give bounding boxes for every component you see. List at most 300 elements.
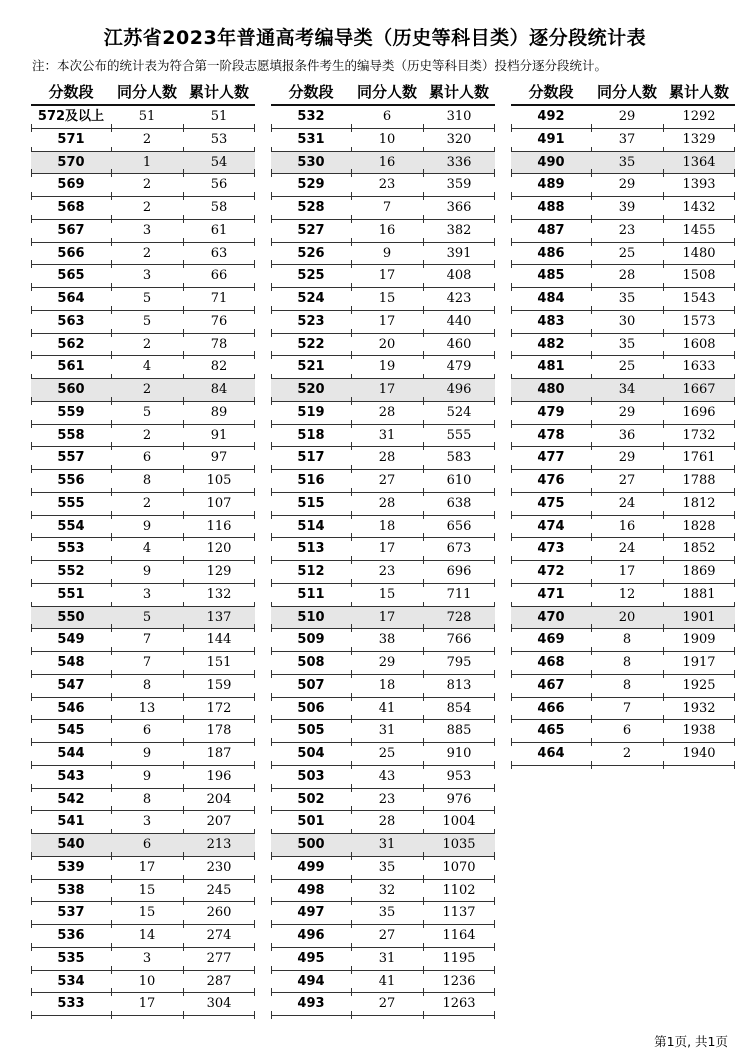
table-row	[31, 993, 255, 1016]
count-cell: 16	[378, 154, 396, 170]
score-cell: 508	[297, 655, 325, 670]
table-row	[511, 425, 735, 448]
count-cell: 29	[618, 177, 636, 193]
table-row	[511, 152, 735, 175]
score-cell: 492	[537, 109, 565, 124]
table-row	[271, 516, 495, 539]
total-cell: 656	[446, 518, 472, 534]
score-cell: 540	[57, 837, 85, 852]
count-cell: 25	[378, 746, 396, 761]
table-row	[511, 538, 735, 561]
count-cell: 2	[142, 245, 152, 261]
score-cell: 537	[57, 905, 85, 921]
row-tick	[111, 1011, 112, 1019]
total-cell: 766	[446, 632, 472, 648]
total-cell: 408	[446, 268, 472, 284]
row-tick	[511, 761, 512, 769]
count-cell: 3	[142, 222, 152, 238]
total-cell: 137	[206, 609, 232, 625]
count-cell: 9	[142, 564, 152, 579]
total-cell: 976	[446, 791, 472, 807]
count-cell: 17	[618, 564, 636, 579]
count-cell: 6	[142, 450, 152, 466]
count-cell: 30	[618, 313, 636, 329]
total-cell: 1869	[682, 564, 716, 579]
total-cell: 91	[210, 427, 228, 443]
total-cell: 58	[210, 200, 228, 215]
score-cell: 485	[537, 268, 565, 284]
score-cell: 465	[537, 723, 565, 739]
score-cell: 469	[537, 632, 565, 648]
table-row	[31, 447, 255, 470]
table-row	[31, 152, 255, 175]
count-cell: 4	[142, 359, 152, 375]
score-cell: 495	[297, 950, 325, 966]
table-row	[31, 470, 255, 493]
count-cell: 7	[622, 700, 632, 716]
table-row	[271, 174, 495, 197]
score-cell: 542	[57, 791, 85, 807]
table-row	[511, 607, 735, 630]
score-cell: 474	[537, 518, 565, 534]
table-row	[31, 834, 255, 857]
total-cell: 116	[206, 518, 232, 534]
table-row	[511, 493, 735, 516]
table-row	[31, 629, 255, 652]
count-cell: 25	[618, 245, 636, 261]
table-row	[31, 971, 255, 994]
count-cell: 7	[382, 200, 392, 215]
total-cell: 71	[210, 291, 228, 306]
header-cell: 分数段	[48, 83, 94, 101]
total-cell: 728	[446, 609, 472, 625]
row-tick	[271, 1011, 272, 1019]
total-cell: 524	[446, 404, 472, 420]
table-row	[511, 220, 735, 243]
score-cell: 524	[297, 291, 325, 306]
table-row	[31, 857, 255, 880]
total-cell: 207	[206, 814, 232, 830]
count-cell: 8	[622, 677, 632, 693]
count-cell: 6	[142, 723, 152, 739]
total-cell: 1004	[442, 814, 476, 830]
total-cell: 53	[210, 131, 228, 147]
count-cell: 17	[378, 382, 396, 397]
total-cell: 1364	[682, 154, 716, 170]
score-cell: 570	[57, 154, 85, 170]
total-cell: 1432	[682, 200, 716, 215]
count-cell: 43	[378, 768, 396, 784]
count-cell: 25	[618, 359, 636, 375]
total-cell: 1263	[442, 996, 476, 1012]
total-cell: 213	[206, 837, 232, 852]
table-row	[31, 698, 255, 721]
count-cell: 51	[138, 109, 156, 124]
table-row	[31, 538, 255, 561]
score-cell: 530	[297, 154, 325, 170]
row-tick	[494, 1011, 495, 1019]
count-cell: 31	[378, 950, 396, 966]
score-cell: 476	[537, 473, 565, 488]
total-cell: 1236	[442, 973, 476, 989]
count-cell: 27	[618, 473, 636, 488]
row-tick	[254, 1011, 255, 1019]
count-cell: 35	[618, 154, 636, 170]
total-cell: 359	[446, 177, 472, 193]
table-row	[511, 311, 735, 334]
score-cell: 504	[297, 746, 325, 761]
score-cell: 553	[57, 541, 85, 557]
total-cell: 54	[210, 154, 228, 170]
total-cell: 274	[206, 928, 232, 943]
table-row	[31, 197, 255, 220]
total-cell: 1852	[682, 541, 716, 557]
table-row	[271, 152, 495, 175]
count-cell: 28	[378, 495, 396, 511]
count-cell: 18	[378, 518, 396, 534]
score-cell: 516	[297, 473, 325, 488]
total-cell: 63	[210, 245, 228, 261]
total-cell: 129	[206, 564, 232, 579]
total-cell: 440	[446, 313, 472, 329]
score-cell: 512	[297, 564, 325, 579]
table-row	[271, 493, 495, 516]
total-cell: 673	[446, 541, 472, 557]
count-cell: 34	[618, 382, 636, 397]
score-cell: 544	[57, 746, 85, 761]
score-cell: 473	[537, 541, 565, 557]
count-cell: 27	[378, 996, 396, 1012]
count-cell: 17	[378, 541, 396, 557]
score-cell: 521	[297, 359, 325, 375]
table-row	[31, 811, 255, 834]
total-cell: 89	[210, 404, 228, 420]
score-cell: 551	[57, 586, 85, 602]
total-cell: 1761	[682, 450, 716, 466]
table-row	[271, 743, 495, 766]
table-row	[31, 174, 255, 197]
score-cell: 511	[297, 586, 325, 602]
score-cell: 556	[57, 473, 85, 488]
total-cell: 1393	[682, 177, 716, 193]
table-row	[271, 447, 495, 470]
count-cell: 24	[618, 495, 636, 511]
score-cell: 484	[537, 291, 565, 306]
total-cell: 277	[206, 950, 232, 966]
table-row	[31, 243, 255, 266]
count-cell: 39	[618, 200, 636, 215]
score-cell: 519	[297, 404, 325, 420]
total-cell: 391	[446, 245, 472, 261]
table-row	[511, 129, 735, 152]
score-cell: 470	[537, 609, 565, 625]
score-cell: 531	[297, 131, 325, 147]
score-cell: 502	[297, 791, 325, 807]
table-row	[271, 652, 495, 675]
total-cell: 82	[210, 359, 228, 375]
score-cell: 536	[57, 928, 85, 943]
score-cell: 528	[297, 200, 325, 215]
total-cell: 172	[206, 700, 232, 716]
total-cell: 61	[210, 222, 228, 238]
total-cell: 1480	[682, 245, 716, 261]
total-cell: 854	[446, 700, 472, 716]
score-cell: 525	[297, 268, 325, 284]
total-cell: 230	[206, 859, 232, 875]
score-cell: 555	[57, 495, 85, 511]
table-row	[271, 220, 495, 243]
table-row	[511, 265, 735, 288]
score-cell: 490	[537, 154, 565, 170]
count-cell: 24	[618, 541, 636, 557]
count-cell: 9	[142, 746, 152, 761]
table-row	[271, 334, 495, 357]
score-cell: 479	[537, 404, 565, 420]
score-cell: 545	[57, 723, 85, 739]
count-cell: 27	[378, 473, 396, 488]
header-cell: 累计人数	[668, 83, 729, 101]
total-cell: 204	[206, 791, 232, 807]
table-row	[271, 311, 495, 334]
table-row	[511, 379, 735, 402]
table-row	[31, 220, 255, 243]
score-cell: 567	[57, 222, 85, 238]
score-cell: 533	[57, 996, 85, 1012]
score-cell: 496	[297, 928, 325, 943]
score-cell: 466	[537, 700, 565, 716]
total-cell: 1901	[682, 609, 716, 625]
total-cell: 1938	[682, 723, 716, 739]
score-cell: 475	[537, 495, 565, 511]
table-row	[511, 584, 735, 607]
total-cell: 423	[446, 291, 472, 306]
score-cell: 488	[537, 200, 565, 215]
count-cell: 15	[138, 882, 156, 898]
score-cell: 498	[297, 882, 325, 898]
score-cell: 477	[537, 450, 565, 466]
count-cell: 20	[618, 609, 636, 625]
score-cell: 561	[57, 359, 85, 375]
count-cell: 17	[378, 268, 396, 284]
total-cell: 1070	[442, 859, 476, 875]
score-cell: 527	[297, 222, 325, 238]
score-cell: 558	[57, 427, 85, 443]
row-tick	[423, 1011, 424, 1019]
count-cell: 10	[378, 131, 396, 147]
total-cell: 1667	[682, 382, 716, 397]
count-cell: 29	[618, 404, 636, 420]
header-cell: 累计人数	[428, 83, 489, 101]
count-cell: 20	[378, 336, 396, 352]
score-cell: 560	[57, 382, 85, 397]
page-title: 江苏省2023年普通高考编导类（历史等科目类）逐分段统计表	[103, 27, 647, 49]
count-cell: 38	[378, 632, 396, 648]
score-cell: 500	[297, 837, 325, 852]
score-cell: 549	[57, 632, 85, 648]
table-column-1	[31, 80, 255, 1016]
table-row	[271, 925, 495, 948]
count-cell: 18	[378, 677, 396, 693]
score-cell: 489	[537, 177, 565, 193]
table-row	[271, 265, 495, 288]
score-cell: 538	[57, 882, 85, 898]
table-row	[511, 470, 735, 493]
score-cell: 523	[297, 313, 325, 329]
total-cell: 187	[206, 746, 232, 761]
count-cell: 32	[378, 882, 396, 898]
table-row	[511, 675, 735, 698]
total-cell: 953	[446, 768, 472, 784]
total-cell: 196	[206, 768, 232, 784]
total-cell: 479	[446, 359, 472, 375]
count-cell: 2	[142, 200, 152, 215]
count-cell: 9	[142, 518, 152, 534]
total-cell: 1732	[682, 427, 716, 443]
count-cell: 29	[618, 109, 636, 124]
table-row	[271, 470, 495, 493]
total-cell: 1035	[442, 837, 476, 852]
total-cell: 696	[446, 564, 472, 579]
table-row	[31, 789, 255, 812]
count-cell: 35	[618, 291, 636, 306]
total-cell: 120	[206, 541, 232, 557]
table-row	[31, 106, 255, 129]
table-row	[31, 311, 255, 334]
count-cell: 17	[138, 859, 156, 875]
table-header	[511, 80, 735, 106]
table-row	[511, 447, 735, 470]
score-cell: 546	[57, 700, 85, 716]
count-cell: 15	[378, 586, 396, 602]
score-cell: 499	[297, 859, 325, 875]
score-cell: 509	[297, 632, 325, 648]
score-cell: 513	[297, 541, 325, 557]
score-cell: 501	[297, 814, 325, 830]
count-cell: 35	[618, 336, 636, 352]
total-cell: 496	[446, 382, 472, 397]
score-cell: 497	[297, 905, 325, 921]
count-cell: 3	[142, 586, 152, 602]
table-row	[271, 971, 495, 994]
score-cell: 566	[57, 245, 85, 261]
table-row	[271, 720, 495, 743]
count-cell: 28	[378, 450, 396, 466]
header-cell: 累计人数	[188, 83, 249, 101]
total-cell: 1164	[442, 928, 476, 943]
count-cell: 8	[142, 791, 152, 807]
table-row	[271, 106, 495, 129]
count-cell: 31	[378, 837, 396, 852]
total-cell: 159	[206, 677, 232, 693]
total-cell: 1195	[442, 950, 476, 966]
count-cell: 5	[142, 609, 152, 625]
total-cell: 1788	[682, 473, 716, 488]
table-row	[511, 720, 735, 743]
row-tick	[351, 1011, 352, 1019]
count-cell: 27	[378, 928, 396, 943]
row-tick	[31, 1011, 32, 1019]
total-cell: 66	[210, 268, 228, 284]
table-row	[31, 743, 255, 766]
table-row	[271, 197, 495, 220]
score-cell: 559	[57, 404, 85, 420]
total-cell: 144	[206, 632, 232, 648]
count-cell: 9	[382, 245, 392, 261]
total-cell: 178	[206, 723, 232, 739]
score-cell: 506	[297, 700, 325, 716]
total-cell: 245	[206, 882, 232, 898]
count-cell: 37	[618, 131, 636, 147]
table-row	[31, 402, 255, 425]
total-cell: 1329	[682, 131, 716, 147]
table-row	[511, 356, 735, 379]
total-cell: 366	[446, 200, 472, 215]
score-cell: 471	[537, 586, 565, 602]
total-cell: 336	[446, 154, 472, 170]
count-cell: 15	[138, 905, 156, 921]
total-cell: 51	[210, 109, 228, 124]
count-cell: 36	[618, 427, 636, 443]
total-cell: 1508	[682, 268, 716, 284]
count-cell: 3	[142, 814, 152, 830]
count-cell: 23	[378, 564, 396, 579]
total-cell: 1917	[682, 655, 716, 670]
count-cell: 6	[622, 723, 632, 739]
count-cell: 3	[142, 950, 152, 966]
table-row	[31, 265, 255, 288]
count-cell: 12	[618, 586, 636, 602]
score-cell: 517	[297, 450, 325, 466]
total-cell: 382	[446, 222, 472, 238]
count-cell: 6	[382, 109, 392, 124]
score-cell: 568	[57, 200, 85, 215]
score-cell: 486	[537, 245, 565, 261]
score-cell: 518	[297, 427, 325, 443]
score-cell: 468	[537, 655, 565, 670]
table-row	[31, 379, 255, 402]
count-cell: 9	[142, 768, 152, 784]
table-row	[511, 629, 735, 652]
count-cell: 5	[142, 404, 152, 420]
table-row	[31, 288, 255, 311]
count-cell: 31	[378, 427, 396, 443]
count-cell: 8	[142, 473, 152, 488]
row-tick	[663, 761, 664, 769]
score-cell: 494	[297, 973, 325, 989]
table-row	[271, 629, 495, 652]
count-cell: 2	[622, 746, 632, 761]
table-row	[511, 197, 735, 220]
score-cell: 564	[57, 291, 85, 306]
table-row	[31, 948, 255, 971]
table-row	[271, 379, 495, 402]
score-cell: 535	[57, 950, 85, 966]
total-cell: 711	[446, 586, 472, 602]
total-cell: 151	[206, 655, 232, 670]
count-cell: 1	[142, 154, 152, 170]
count-cell: 16	[618, 518, 636, 534]
score-cell: 520	[297, 382, 325, 397]
count-cell: 29	[618, 450, 636, 466]
total-cell: 1633	[682, 359, 716, 375]
score-cell: 522	[297, 336, 325, 352]
page-footer: 第1页, 共1页	[654, 1034, 728, 1049]
count-cell: 16	[378, 222, 396, 238]
total-cell: 310	[446, 109, 472, 124]
score-cell: 552	[57, 564, 85, 579]
table-row	[511, 288, 735, 311]
total-cell: 76	[210, 313, 228, 329]
